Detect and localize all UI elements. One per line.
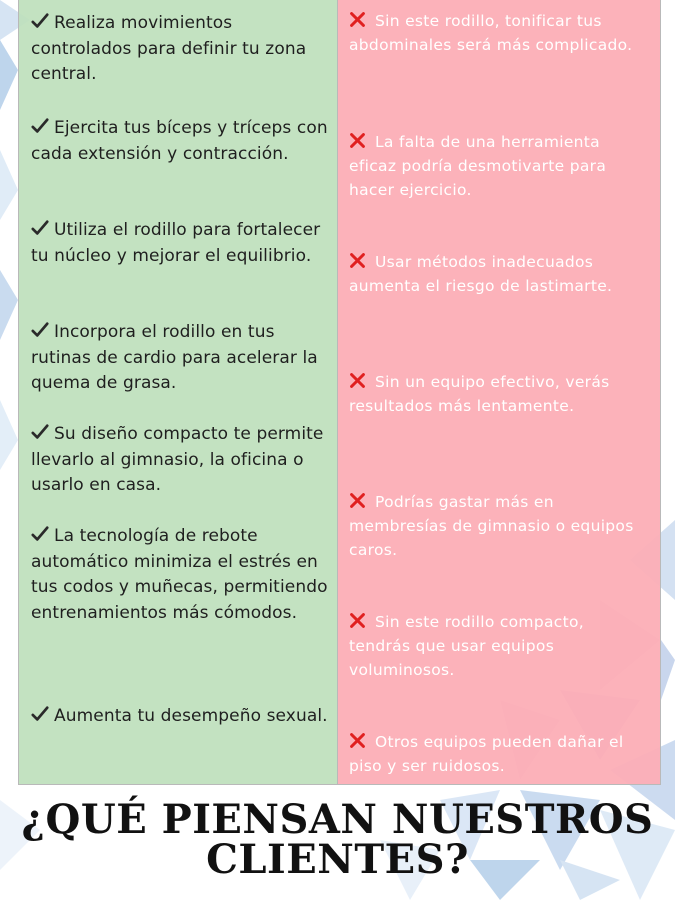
drawback-item: Podrías gastar más en membresías de gimnasio o equipos caros. bbox=[349, 493, 634, 559]
benefit-item: Aumenta tu desempeño sexual. bbox=[31, 704, 331, 730]
drawbacks-column bbox=[338, 0, 660, 784]
check-mark-icon bbox=[31, 705, 49, 723]
check-mark-icon bbox=[31, 321, 49, 339]
drawback-item: Sin este rodillo, tonificar tus abdominales será más complicado. bbox=[349, 12, 633, 54]
check-mark-icon bbox=[31, 117, 49, 135]
check-mark-icon bbox=[31, 12, 49, 30]
drawback-item: Sin este rodillo compacto, tendrás que usar equipos voluminosos. bbox=[349, 613, 584, 679]
red-cross-icon bbox=[349, 372, 366, 389]
red-cross-icon bbox=[349, 732, 366, 749]
comparison-table bbox=[18, 0, 661, 785]
benefit-item: Ejercita tus bíceps y tríceps con cada extensión y contracción. bbox=[31, 118, 328, 164]
heading-line-1: ¿QUÉ PIENSAN NUESTROS bbox=[21, 796, 654, 843]
benefit-item: La tecnología de rebote automático minimiza el estrés en tus codos y muñecas, permitiendo entrenamientos más cómodos. bbox=[31, 526, 328, 623]
red-cross-icon bbox=[349, 612, 366, 629]
check-mark-icon bbox=[31, 525, 49, 543]
red-cross-icon bbox=[349, 492, 366, 509]
red-cross-icon bbox=[349, 252, 366, 269]
benefit-item: Su diseño compacto te permite llevarlo al gimnasio, la oficina o usarlo en casa. bbox=[31, 424, 324, 496]
benefit-item: Utiliza el rodillo para fortalecer tu núcleo y mejorar el equilibrio. bbox=[31, 220, 321, 266]
red-cross-icon bbox=[349, 11, 366, 28]
drawback-item: Sin un equipo efectivo, verás resultados más lentamente. bbox=[349, 373, 610, 415]
red-cross-icon bbox=[349, 132, 366, 149]
drawback-item: La falta de una herramienta eficaz podría desmotivarte para hacer ejercicio. bbox=[349, 133, 607, 199]
benefit-item: Realiza movimientos controlados para definir tu zona central. bbox=[31, 13, 307, 85]
benefits-column bbox=[19, 0, 338, 784]
benefit-item: Incorpora el rodillo en tus rutinas de cardio para acelerar la quema de grasa. bbox=[31, 322, 318, 394]
check-mark-icon bbox=[31, 423, 49, 441]
drawback-item: Otros equipos pueden dañar el piso y ser ruidosos. bbox=[349, 733, 624, 775]
section-heading bbox=[0, 796, 675, 883]
heading-line-2: CLIENTES? bbox=[206, 836, 469, 883]
check-mark-icon bbox=[31, 219, 49, 237]
drawback-item: Usar métodos inadecuados aumenta el riesgo de lastimarte. bbox=[349, 253, 613, 295]
